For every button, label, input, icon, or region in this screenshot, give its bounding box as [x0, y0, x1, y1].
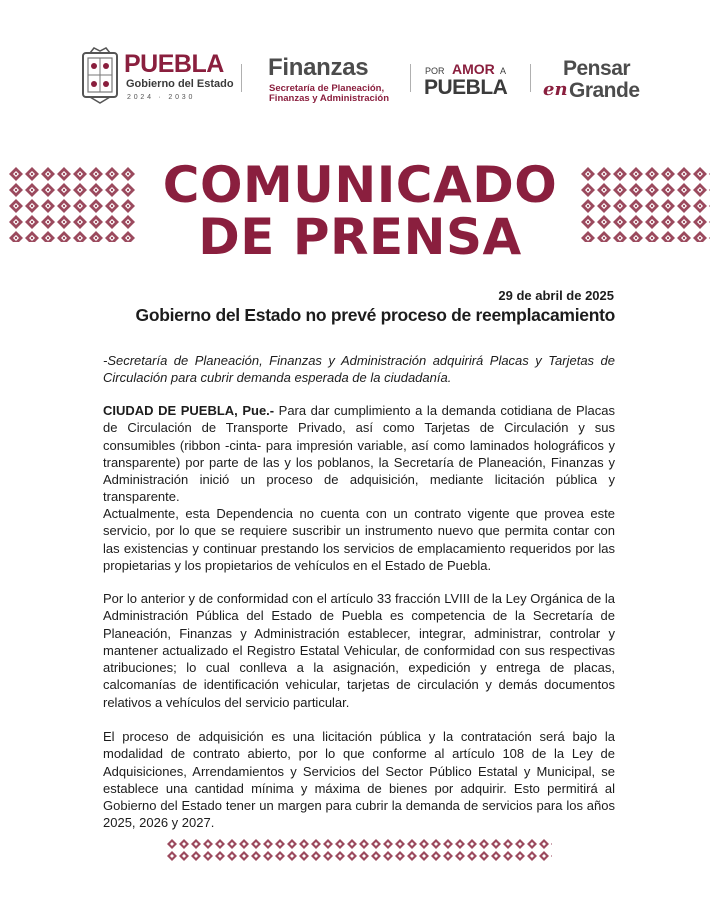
por-amor-logo-amor: AMOR: [452, 61, 495, 77]
paragraph-1: [103, 402, 615, 506]
finanzas-logo-subtitle: [269, 84, 389, 104]
pensar-logo-pensar: Pensar: [563, 57, 631, 80]
subheading: -Secretaría de Planeación, Finanzas y Administración adquirirá Placas y Tarjetas de Circulación para cubrir demanda esperada de la ciudadanía.: [103, 353, 615, 386]
divider: [241, 64, 242, 92]
title-line2: DE PRENSA: [198, 208, 522, 266]
decorative-pattern-left: [8, 166, 136, 242]
finanzas-subtitle-line1: Secretaría de Planeación,: [269, 83, 385, 94]
state-seal-icon: [80, 47, 120, 105]
puebla-logo-subtitle: Gobierno del Estado: [126, 78, 234, 90]
puebla-logo-name: PUEBLA: [124, 50, 224, 78]
finanzas-logo-name: Finanzas: [268, 54, 369, 81]
finanzas-subtitle-line2: Finanzas y Administración: [269, 93, 390, 104]
header: [0, 44, 717, 108]
page-title: [160, 156, 560, 266]
divider: [410, 64, 411, 92]
por-amor-logo-a: A: [500, 66, 507, 76]
pensar-logo-grande: Grande: [569, 79, 640, 102]
decorative-pattern-bottom: [166, 838, 552, 862]
paragraph-4: El proceso de adquisición es una licitación pública y la contratación será bajo la modalidad de contrato abierto, por lo que conforme al artículo 108 de la Ley de Adquisiciones, Arrendamientos y Servicios del Sector Público Estatal y Municipal, se establece una cantidad mínima y máxima de bienes por adquirir. Esto permitirá al Gobierno del Estado tener un margen para cubrir la demanda de servicios para los años 2025, 2026 y 2027.: [103, 729, 615, 831]
headline: Gobierno del Estado no prevé proceso de reemplacamiento: [135, 305, 615, 325]
paragraph-1-lead: CIUDAD DE PUEBLA, Pue.-: [103, 403, 275, 418]
pensar-logo-en: en: [543, 79, 568, 100]
paragraph-3: Por lo anterior y de conformidad con el artículo 33 fracción LVIII de la Ley Orgánica de la Administración Pública del Estado de Puebla es competencia de la Secretaría de Planeación, Finanzas y Administración establecer, integrar, administrar, controlar y mantener actualizado el Registro Estatal Vehicular, de conformidad con sus respectivas atribuciones; lo cual conlleva a la asignación, expedición y entrega de placas, calcomanías de identificación vehicular, tarjetas de circulación y demás documentos relativos a vehículos del servicio particular.: [103, 591, 615, 710]
paragraph-1-body: Para dar cumplimiento a la demanda cotidiana de Placas de Circulación de Transporte Privado, así como Tarjetas de Circulación y sus consumibles (ribbon -cinta- para impresión variable, así como laminados holográficos y transparente) por parte de las y los poblanos, la Secretaría de Planeación, Finanzas y Administración inició un proceso de adquisición, mediante licitación pública y transparente.: [103, 403, 615, 505]
por-amor-logo-puebla: PUEBLA: [424, 76, 508, 99]
puebla-logo-years: 2024 · 2030: [127, 94, 196, 101]
decorative-pattern-right: [580, 166, 710, 242]
paragraph-2: Actualmente, esta Dependencia no cuenta con un contrato vigente que provea este servicio, por lo que se requiere suscribir un instrumento nuevo que permita contar con las existencias y continuar prestando los servicios de emplacamiento requeridos por las propietarias y los propietarios de vehículos en el Estado de Puebla.: [103, 506, 615, 573]
divider: [530, 64, 531, 92]
title-line1: COMUNICADO: [162, 156, 558, 214]
press-date: 29 de abril de 2025: [498, 288, 614, 303]
por-amor-logo-por: POR: [425, 66, 445, 76]
